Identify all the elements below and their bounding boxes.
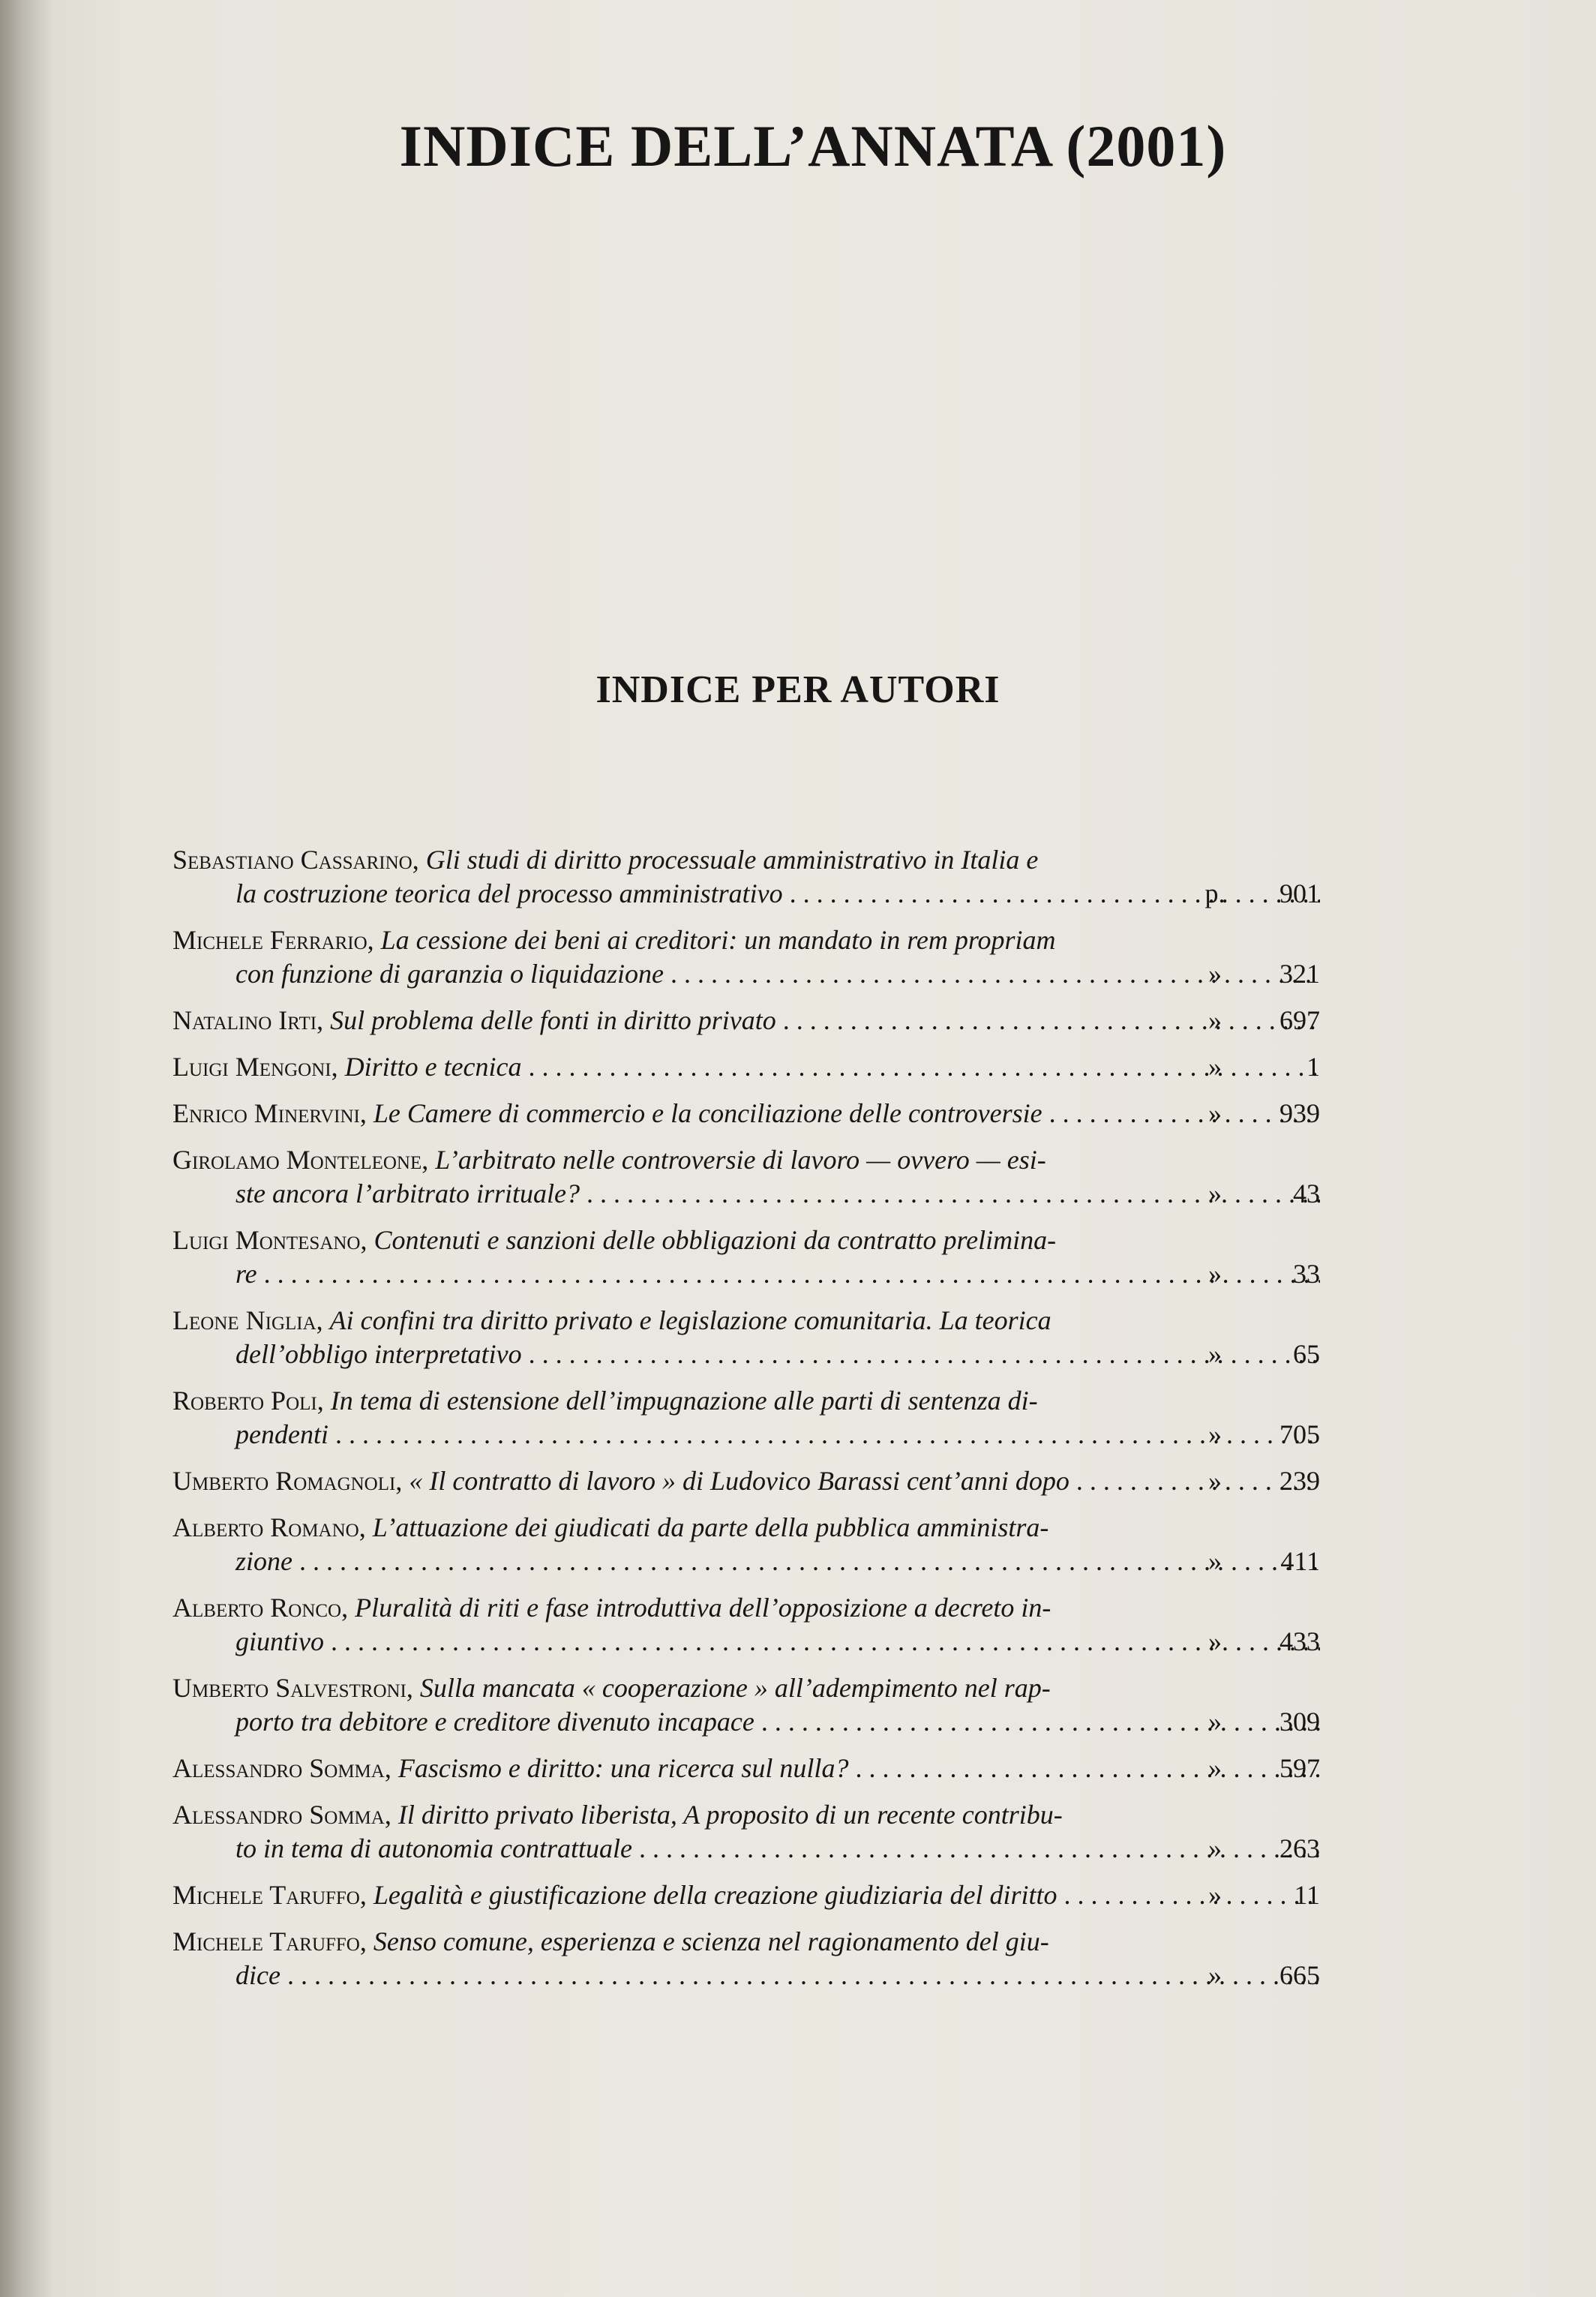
- page-reference: [1192, 1097, 1320, 1130]
- page-mark: »: [1208, 1546, 1222, 1576]
- entry-line: [172, 1257, 1320, 1291]
- entry-line: Alberto Romano, L’attuazione dei giudicati da parte della pubblica amministra-: [172, 1512, 1049, 1542]
- entry-title: pendenti . . .: [236, 1419, 1320, 1449]
- entry-line: Girolamo Monteleone, L’arbitrato nelle controversie di lavoro — ovvero — esi-: [172, 1145, 1046, 1175]
- entry-line: [172, 1959, 1320, 1992]
- index-entry: [172, 1004, 1320, 1037]
- page-number: 901: [1280, 878, 1320, 908]
- index-entry: [172, 923, 1320, 991]
- page-reference: [1192, 1257, 1320, 1291]
- entry-line: Alessandro Somma, Fascismo e diritto: una ricerca sul nulla? . . .: [172, 1752, 1320, 1785]
- entry-title: la costruzione teorica del processo amministrativo . . .: [236, 878, 1320, 908]
- entry-line: Enrico Minervini, Le Camere di commercio e la conciliazione delle controversie . . .: [172, 1097, 1320, 1130]
- entry-title: Le Camere di commercio e la conciliazione delle controversie . . .: [374, 1098, 1320, 1128]
- entry-title: porto tra debitore e creditore divenuto incapace . . .: [236, 1707, 1320, 1737]
- entry-title: dice . . .: [236, 1960, 1320, 1990]
- page-title: INDICE DELL’ANNATA (2001): [399, 113, 1227, 179]
- entry-title: L’arbitrato nelle controversie di lavoro — ovvero — esi-: [435, 1145, 1046, 1175]
- index-entry: [172, 1511, 1320, 1578]
- entry-line: Umberto Salvestroni, Sulla mancata « cooperazione » all’adempimento nel rap-: [172, 1673, 1051, 1703]
- author-index-list: [172, 843, 1320, 2005]
- page-reference: [1192, 1338, 1320, 1371]
- page-number: 411: [1280, 1546, 1320, 1576]
- entry-line: Natalino Irti, Sul problema delle fonti in diritto privato . . .: [172, 1004, 1320, 1037]
- entry-title: Pluralità di riti e fase introduttiva dell’opposizione a decreto in-: [355, 1593, 1052, 1623]
- page-number: 65: [1293, 1339, 1320, 1369]
- index-entry: [172, 1464, 1320, 1498]
- entry-author: Alberto Ronco: [172, 1593, 342, 1623]
- page-reference: [1192, 1004, 1320, 1037]
- page-number: 321: [1280, 959, 1320, 989]
- entry-line: Luigi Mengoni, Diritto e tecnica . . .: [172, 1050, 1320, 1084]
- index-entry: [172, 1671, 1320, 1739]
- entry-author: Enrico Minervini: [172, 1098, 360, 1128]
- page-mark: »: [1208, 1753, 1222, 1783]
- page-number: 665: [1280, 1960, 1320, 1990]
- page-number: 33: [1293, 1259, 1320, 1289]
- page-mark: »: [1208, 1466, 1222, 1496]
- entry-author: Umberto Romagnoli: [172, 1466, 396, 1496]
- page-number: 11: [1294, 1880, 1320, 1910]
- page-reference: [1192, 1545, 1320, 1578]
- entry-title: Fascismo e diritto: una ricerca sul nulla? . . .: [398, 1753, 1320, 1783]
- page-mark: »: [1208, 1419, 1222, 1449]
- index-entry: [172, 1752, 1320, 1785]
- entry-line: [172, 1418, 1320, 1452]
- entry-line: [172, 1705, 1320, 1739]
- page-number: 263: [1280, 1833, 1320, 1863]
- entry-line: [172, 1545, 1320, 1578]
- index-entry: [172, 1224, 1320, 1291]
- entry-line: [172, 1338, 1320, 1371]
- page-number: 309: [1280, 1707, 1320, 1737]
- entry-author: Michele Taruffo: [172, 1880, 360, 1910]
- page-number: 705: [1280, 1419, 1320, 1449]
- index-entry: [172, 1097, 1320, 1130]
- entry-author: Girolamo Monteleone: [172, 1145, 422, 1175]
- index-entry: [172, 1384, 1320, 1452]
- page-number: 43: [1293, 1179, 1320, 1209]
- page-number: 939: [1280, 1098, 1320, 1128]
- page-reference: [1192, 1832, 1320, 1866]
- page-mark: »: [1208, 1833, 1222, 1863]
- entry-title: « Il contratto di lavoro » di Ludovico Barassi cent’anni dopo . . .: [409, 1466, 1320, 1496]
- index-entry: [172, 1050, 1320, 1084]
- entry-title: to in tema di autonomia contrattuale . . .: [236, 1833, 1320, 1863]
- page-mark: »: [1208, 1707, 1222, 1737]
- entry-line: Umberto Romagnoli, « Il contratto di lavoro » di Ludovico Barassi cent’anni dopo . . .: [172, 1464, 1320, 1498]
- page-mark: »: [1208, 1626, 1222, 1656]
- index-entry: [172, 1878, 1320, 1912]
- entry-author: Alberto Romano: [172, 1512, 359, 1542]
- page-mark: p.: [1204, 878, 1226, 908]
- page-reference: [1192, 877, 1320, 911]
- entry-line: [172, 1177, 1320, 1211]
- page-number: 597: [1280, 1753, 1320, 1783]
- page-reference: [1192, 1878, 1320, 1912]
- page-number: 433: [1280, 1626, 1320, 1656]
- entry-title: Sul problema delle fonti in diritto privato . . .: [330, 1005, 1320, 1035]
- entry-line: Michele Ferrario, La cessione dei beni ai creditori: un mandato in rem propriam: [172, 925, 1056, 955]
- entry-title: Contenuti e sanzioni delle obbligazioni da contratto prelimina-: [374, 1225, 1057, 1255]
- entry-line: Michele Taruffo, Senso comune, esperienza e scienza nel ragionamento del giu-: [172, 1926, 1049, 1956]
- page-number: 1: [1306, 1052, 1320, 1082]
- page-reference: [1192, 1959, 1320, 1992]
- index-entry: [172, 1925, 1320, 1992]
- entry-line: [172, 1832, 1320, 1866]
- page-mark: »: [1208, 1259, 1222, 1289]
- entry-line: Alessandro Somma, Il diritto privato liberista, A proposito di un recente contribu-: [172, 1800, 1063, 1830]
- entry-author: Sebastiano Cassarino: [172, 845, 412, 875]
- page-reference: [1192, 1705, 1320, 1739]
- page-reference: [1192, 1752, 1320, 1785]
- entry-line: [172, 877, 1320, 911]
- entry-author: Alessandro Somma: [172, 1753, 385, 1783]
- entry-author: Umberto Salvestroni: [172, 1673, 406, 1703]
- page-reference: [1192, 1177, 1320, 1211]
- entry-title: Sulla mancata « cooperazione » all’adempimento nel rap-: [419, 1673, 1051, 1703]
- entry-author: Michele Taruffo: [172, 1926, 360, 1956]
- entry-author: Luigi Mengoni: [172, 1052, 332, 1082]
- page-mark: »: [1208, 1179, 1222, 1209]
- entry-title: Il diritto privato liberista, A proposito di un recente contribu-: [398, 1800, 1063, 1830]
- page-reference: [1192, 1464, 1320, 1498]
- entry-title: dell’obbligo interpretativo . . .: [236, 1339, 1320, 1369]
- entry-title: re . . .: [236, 1259, 1320, 1289]
- page-mark: »: [1208, 1052, 1222, 1082]
- index-entry: [172, 1143, 1320, 1211]
- page-reference: [1192, 1418, 1320, 1452]
- entry-author: Leone Niglia: [172, 1305, 316, 1335]
- entry-title: Ai confini tra diritto privato e legislazione comunitaria. La teorica: [329, 1305, 1052, 1335]
- entry-line: Roberto Poli, In tema di estensione dell’impugnazione alle parti di sentenza di-: [172, 1386, 1038, 1416]
- page-reference: [1192, 957, 1320, 991]
- page-number: 697: [1280, 1005, 1320, 1035]
- page-mark: »: [1208, 1960, 1222, 1990]
- section-title: INDICE PER AUTORI: [596, 668, 1000, 711]
- entry-title: Gli studi di diritto processuale amministrativo in Italia e: [425, 845, 1039, 875]
- entry-line: Sebastiano Cassarino, Gli studi di diritto processuale amministrativo in Italia e: [172, 845, 1039, 875]
- page-mark: »: [1208, 1005, 1222, 1035]
- binding-shadow: [0, 0, 52, 2297]
- page-number: 239: [1280, 1466, 1320, 1496]
- page-mark: »: [1208, 1880, 1222, 1910]
- entry-author: Michele Ferrario: [172, 925, 368, 955]
- entry-title: In tema di estensione dell’impugnazione alle parti di sentenza di-: [330, 1386, 1038, 1416]
- entry-title: Legalità e giustificazione della creazione giudiziaria del diritto . . .: [374, 1880, 1320, 1910]
- entry-title: giuntivo . . .: [236, 1626, 1320, 1656]
- entry-line: [172, 1625, 1320, 1659]
- entry-title: La cessione dei beni ai creditori: un mandato in rem propriam: [380, 925, 1056, 955]
- index-entry: [172, 843, 1320, 911]
- entry-author: Luigi Montesano: [172, 1225, 361, 1255]
- entry-author: Natalino Irti: [172, 1005, 317, 1035]
- entry-line: [172, 957, 1320, 991]
- entry-line: Luigi Montesano, Contenuti e sanzioni delle obbligazioni da contratto prelimina-: [172, 1225, 1057, 1255]
- entry-title: ste ancora l’arbitrato irrituale? . . .: [236, 1179, 1320, 1209]
- entry-title: Senso comune, esperienza e scienza nel ragionamento del giu-: [373, 1926, 1049, 1956]
- entry-title: Diritto e tecnica . . .: [345, 1052, 1320, 1082]
- entry-author: Roberto Poli: [172, 1386, 317, 1416]
- index-entry: [172, 1304, 1320, 1371]
- index-entry: [172, 1591, 1320, 1659]
- entry-title: zione . . .: [236, 1546, 1320, 1576]
- entry-title: con funzione di garanzia o liquidazione . . .: [236, 959, 1320, 989]
- page-reference: [1192, 1050, 1320, 1084]
- page-mark: »: [1208, 1098, 1222, 1128]
- entry-line: Michele Taruffo, Legalità e giustificazione della creazione giudiziaria del diritto . . .: [172, 1878, 1320, 1912]
- entry-line: Leone Niglia, Ai confini tra diritto privato e legislazione comunitaria. La teorica: [172, 1305, 1052, 1335]
- page-mark: »: [1208, 959, 1222, 989]
- entry-title: L’attuazione dei giudicati da parte della pubblica amministra-: [372, 1512, 1049, 1542]
- page-mark: »: [1208, 1339, 1222, 1369]
- page-reference: [1192, 1625, 1320, 1659]
- entry-author: Alessandro Somma: [172, 1800, 385, 1830]
- index-entry: [172, 1798, 1320, 1866]
- entry-line: Alberto Ronco, Pluralità di riti e fase introduttiva dell’opposizione a decreto in-: [172, 1593, 1052, 1623]
